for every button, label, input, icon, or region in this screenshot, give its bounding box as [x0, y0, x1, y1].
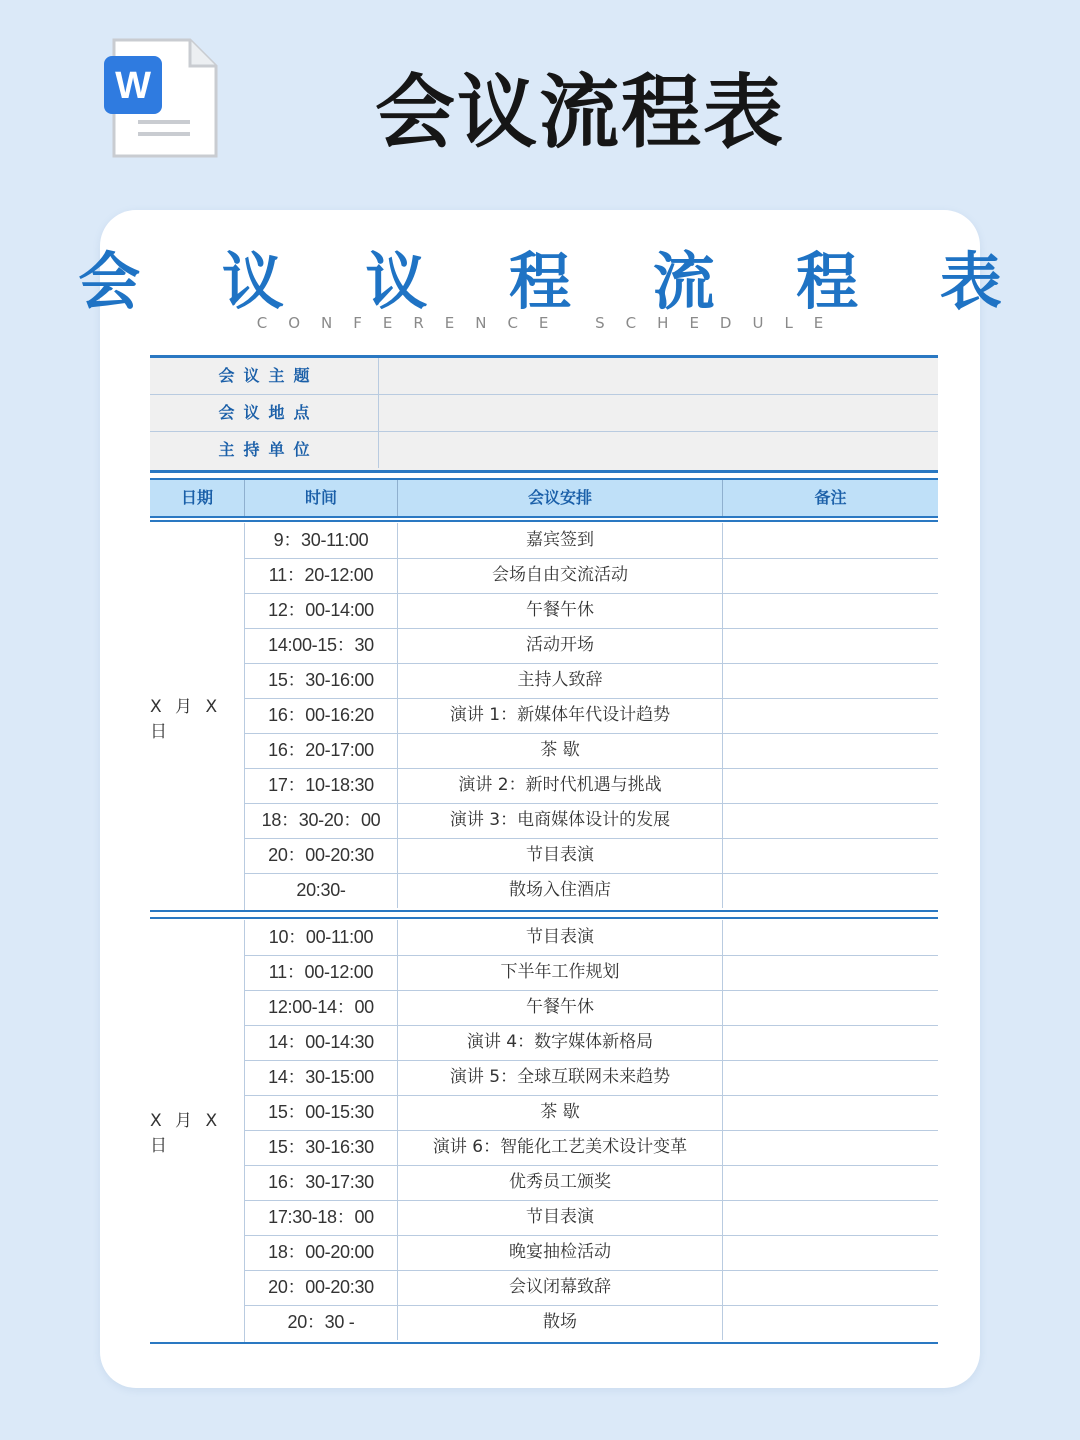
agenda-cell: 演讲 6：智能化工艺美术设计变革 — [398, 1130, 723, 1165]
time-cell: 15：00-15:30 — [245, 1095, 398, 1130]
time-cell: 20：00-20:30 — [245, 838, 398, 873]
meeting-info-block — [150, 355, 938, 473]
time-cell: 15：30-16:00 — [245, 663, 398, 698]
table-row — [245, 803, 938, 839]
time-cell: 20：00-20:30 — [245, 1270, 398, 1305]
agenda-cell: 午餐午休 — [398, 990, 723, 1025]
table-row — [245, 1025, 938, 1061]
table-row — [245, 698, 938, 734]
time-cell: 14:00-15：30 — [245, 628, 398, 663]
table-row — [245, 1130, 938, 1166]
note-cell[interactable] — [723, 1095, 938, 1130]
agenda-cell: 晚宴抽检活动 — [398, 1235, 723, 1270]
table-row — [245, 1270, 938, 1306]
info-value-topic[interactable] — [380, 358, 938, 394]
agenda-cell: 下半年工作规划 — [398, 955, 723, 990]
note-cell[interactable] — [723, 628, 938, 663]
note-cell[interactable] — [723, 768, 938, 803]
table-row — [245, 1165, 938, 1201]
note-cell[interactable] — [723, 803, 938, 838]
table-row — [245, 920, 938, 956]
time-cell: 18：00-20:00 — [245, 1235, 398, 1270]
note-cell[interactable] — [723, 698, 938, 733]
table-header — [150, 478, 938, 518]
note-cell[interactable] — [723, 1305, 938, 1340]
time-cell: 12：00-14:00 — [245, 593, 398, 628]
agenda-cell: 演讲 4：数字媒体新格局 — [398, 1025, 723, 1060]
agenda-cell: 主持人致辞 — [398, 663, 723, 698]
page-title: 会议流程表 — [375, 66, 785, 159]
date-cell: X 月 X 日 — [150, 523, 245, 910]
agenda-cell: 散场入住酒店 — [398, 873, 723, 908]
date-cell: X 月 X 日 — [150, 920, 245, 1342]
header-date: 日期 — [150, 480, 245, 516]
info-row-host — [150, 432, 938, 468]
time-cell: 20：30 - — [245, 1305, 398, 1340]
note-cell[interactable] — [723, 733, 938, 768]
time-cell: 10：00-11:00 — [245, 920, 398, 955]
agenda-cell: 散场 — [398, 1305, 723, 1340]
note-cell[interactable] — [723, 1165, 938, 1200]
agenda-cell: 会场自由交流活动 — [398, 558, 723, 593]
agenda-cell: 午餐午休 — [398, 593, 723, 628]
agenda-cell: 茶 歇 — [398, 1095, 723, 1130]
time-cell: 12:00-14：00 — [245, 990, 398, 1025]
time-cell: 9：30-11:00 — [245, 523, 398, 558]
note-cell[interactable] — [723, 1060, 938, 1095]
table-row — [245, 523, 938, 559]
agenda-cell: 节目表演 — [398, 1200, 723, 1235]
table-row — [245, 768, 938, 804]
header-time: 时间 — [245, 480, 398, 516]
schedule-day-1 — [150, 523, 938, 910]
info-row-topic — [150, 358, 938, 395]
table-row — [245, 628, 938, 664]
agenda-cell: 嘉宾签到 — [398, 523, 723, 558]
agenda-cell: 优秀员工颁奖 — [398, 1165, 723, 1200]
table-bottom-rule — [150, 1342, 938, 1344]
info-value-venue[interactable] — [380, 395, 938, 431]
table-row — [245, 955, 938, 991]
table-row — [245, 593, 938, 629]
table-row — [245, 838, 938, 874]
agenda-cell: 演讲 1：新媒体年代设计趋势 — [398, 698, 723, 733]
table-row — [245, 1305, 938, 1340]
agenda-cell: 节目表演 — [398, 920, 723, 955]
word-document-icon — [104, 38, 218, 158]
time-cell: 16：00-16:20 — [245, 698, 398, 733]
note-cell[interactable] — [723, 955, 938, 990]
word-icon-letter: W — [115, 65, 151, 107]
table-row — [245, 733, 938, 769]
schedule-day-2 — [150, 920, 938, 1342]
time-cell: 16：30-17:30 — [245, 1165, 398, 1200]
time-cell: 17:30-18：00 — [245, 1200, 398, 1235]
day-divider — [150, 917, 938, 919]
note-cell[interactable] — [723, 1130, 938, 1165]
table-row — [245, 663, 938, 699]
note-cell[interactable] — [723, 990, 938, 1025]
time-cell: 16：20-17:00 — [245, 733, 398, 768]
table-row — [245, 1060, 938, 1096]
time-cell: 20:30- — [245, 873, 398, 908]
header-note: 备注 — [814, 488, 847, 507]
table-row — [245, 990, 938, 1026]
note-cell[interactable] — [723, 593, 938, 628]
card-subtitle: CONFERENCE SCHEDULE — [256, 314, 845, 332]
time-cell: 14：00-14:30 — [245, 1025, 398, 1060]
note-cell[interactable] — [723, 1270, 938, 1305]
agenda-cell: 茶 歇 — [398, 733, 723, 768]
note-cell[interactable] — [723, 873, 938, 908]
table-row — [245, 1200, 938, 1236]
table-row — [245, 1235, 938, 1271]
time-cell: 17：10-18:30 — [245, 768, 398, 803]
note-cell[interactable] — [723, 1235, 938, 1270]
info-row-venue — [150, 395, 938, 432]
agenda-cell: 演讲 3：电商媒体设计的发展 — [398, 803, 723, 838]
info-value-host[interactable] — [380, 432, 938, 468]
agenda-cell: 节目表演 — [398, 838, 723, 873]
time-cell: 11：00-12:00 — [245, 955, 398, 990]
time-cell: 11：20-12:00 — [245, 558, 398, 593]
day-divider — [150, 910, 938, 912]
note-cell[interactable] — [723, 523, 938, 558]
header-agenda: 会议安排 — [398, 480, 723, 516]
info-label: 主持单位 — [150, 432, 379, 468]
agenda-cell: 活动开场 — [398, 628, 723, 663]
time-cell: 18：30-20：00 — [245, 803, 398, 838]
note-cell[interactable] — [723, 1025, 938, 1060]
note-cell[interactable] — [723, 920, 938, 955]
table-row — [245, 1095, 938, 1131]
note-cell[interactable] — [723, 1200, 938, 1235]
time-cell: 15：30-16:30 — [245, 1130, 398, 1165]
note-cell[interactable] — [723, 663, 938, 698]
table-row — [245, 873, 938, 908]
info-label: 会议主题 — [150, 358, 379, 394]
note-cell[interactable] — [723, 838, 938, 873]
time-cell: 14：30-15:00 — [245, 1060, 398, 1095]
card-title: 会 议 议 程 流 程 表 — [78, 245, 1032, 318]
agenda-cell: 演讲 2：新时代机遇与挑战 — [398, 768, 723, 803]
note-cell[interactable] — [723, 558, 938, 593]
table-row — [245, 558, 938, 594]
agenda-cell: 会议闭幕致辞 — [398, 1270, 723, 1305]
info-label: 会议地点 — [150, 395, 379, 431]
header-divider — [150, 520, 938, 522]
agenda-cell: 演讲 5：全球互联网未来趋势 — [398, 1060, 723, 1095]
